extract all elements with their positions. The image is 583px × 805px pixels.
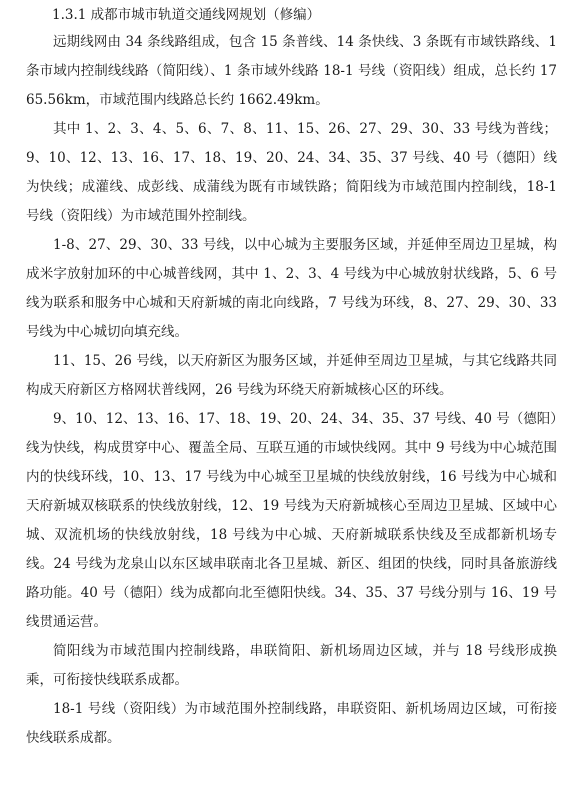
paragraph-express-lines: 9、10、12、13、16、17、18、19、20、24、34、35、37 号线、40 号（德阳）线为快线，构成贯穿中心、覆盖全局、互联互通的市域快线网。其中 9 号线为中心城范围内的快线环线，10、13、17 号线为中心城至卫星城的快线放射线，16 号线为中心城和天府新城双核联系的快线放射线，12、19 号线为天府新城核心至周边卫星城、区域中心城、双流机场的快线放射线，18 号线为中心城、天府新城联系快线及至成都新机场专线。24 号线为龙泉山以东区域串联南北各卫星城、新区、组团的快线，同时具备旅游线路功能。40 号（德阳）线为成都向北至德阳快线。34、35、37 号线分别与 16、19 号线贯通运营。 bbox=[26, 411, 557, 630]
paragraph-tianfu-lines: 11、15、26 号线，以天府新区为服务区域，并延伸至周边卫星城，与其它线路共同构成天府新区方格网状普线网，26 号线为环绕天府新城核心区的环线。 bbox=[26, 353, 557, 398]
paragraph-jianyang-line: 简阳线为市域范围内控制线路，串联简阳、新机场周边区域，并与 18 号线形成换乘，可衔接快线联系成都。 bbox=[26, 643, 557, 688]
paragraph-ziyang-line: 18-1 号线（资阳线）为市域范围外控制线路，串联资阳、新机场周边区域，可衔接快线联系成都。 bbox=[26, 701, 557, 746]
paragraph-network-overview: 远期线网由 34 条线路组成，包含 15 条普线、14 条快线、3 条既有市域铁路线、1 条市域内控制线线路（简阳线）、1 条市域外线路 18-1 号线（资阳线）组成，总长约 1765.56km，市域范围内线路总长约 1662.49km。 bbox=[26, 34, 557, 108]
section-heading: 1.3.1 成都市城市轨道交通线网规划（修编） bbox=[52, 7, 321, 23]
paragraph-central-city-lines: 1-8、27、29、30、33 号线，以中心城为主要服务区域，并延伸至周边卫星城，构成米字放射加环的中心城普线网，其中 1、2、3、4 号线为中心城放射状线路，5、6 号线为联系和服务中心城和天府新城的南北向线路，7 号线为环线，8、27、29、30、33 号线为中心城切向填充线。 bbox=[26, 237, 557, 340]
body-text bbox=[26, 28, 557, 753]
paragraph-line-classification: 其中 1、2、3、4、5、6、7、8、11、15、26、27、29、30、33 号线为普线；9、10、12、13、16、17、18、19、20、24、34、35、37 号线、40 号（德阳）线为快线；成灌线、成彭线、成蒲线为既有市域铁路；简阳线为市域范围内控制线，18-1 号线（资阳线）为市域范围外控制线。 bbox=[26, 121, 557, 224]
